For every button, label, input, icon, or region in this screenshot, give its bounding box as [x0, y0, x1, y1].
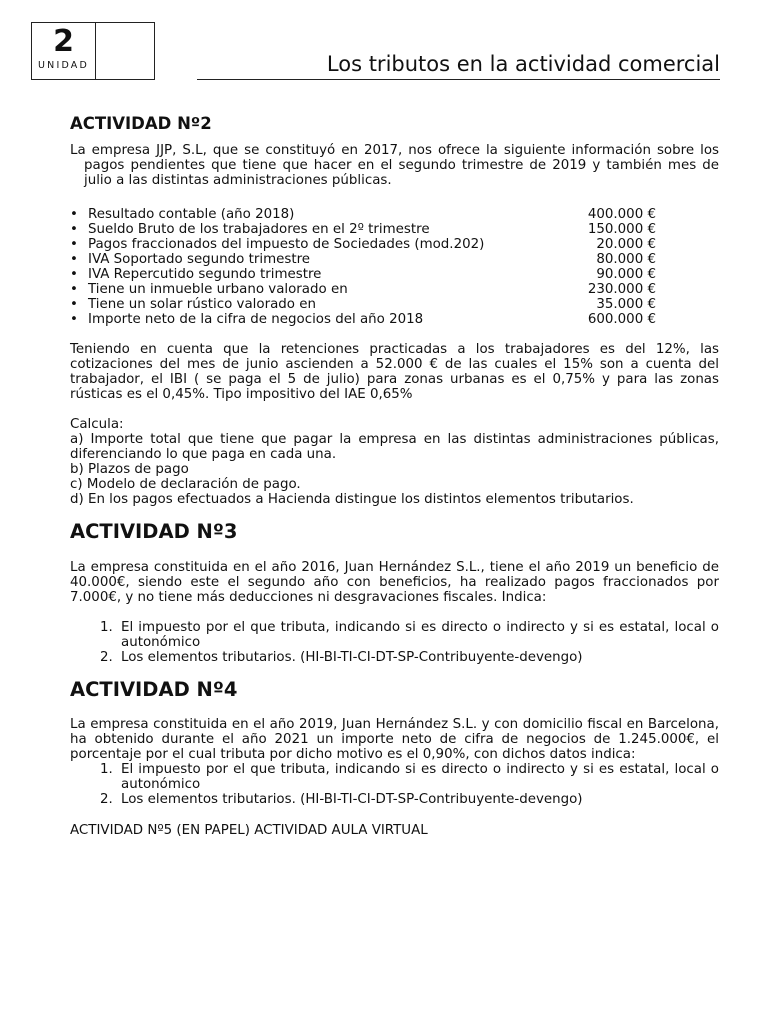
item-text: Los elementos tributarios. (HI-BI-TI-CI-DT-SP-Contribuyente-devengo) [121, 792, 583, 807]
item-number: 2. [100, 650, 113, 665]
list-item [70, 312, 656, 327]
item-text: El impuesto por el que tributa, indicando si es directo o indirecto y si es estatal, local o autonómico [121, 620, 719, 650]
unit-label: UNIDAD [37, 60, 90, 71]
bullet-icon: • [70, 282, 78, 297]
list-item [70, 207, 656, 222]
item-label: Resultado contable (año 2018) [88, 207, 295, 222]
unit-box [31, 22, 155, 80]
unit-number: 2 [53, 24, 74, 59]
activity-4-title: ACTIVIDAD Nº4 [70, 678, 238, 701]
item-text: Los elementos tributarios. (HI-BI-TI-CI-DT-SP-Contribuyente-devengo) [121, 650, 583, 665]
activity-3-title: ACTIVIDAD Nº3 [70, 520, 238, 543]
activity-4-paragraph: La empresa constituida en el año 2019, Juan Hernández S.L. y con domicilio fiscal en Barcelona, ha obtenido durante el año 2021 un importe neto de cifra de negocios de 1.245.000€, el porcentaje por el cual tributa por dicho motivo es el 0,90%, con dichos datos indica: [70, 717, 719, 762]
bullet-icon: • [70, 237, 78, 252]
item-amount: 35.000 € [596, 297, 656, 312]
item-label: IVA Repercutido segundo trimestre [88, 267, 322, 282]
item-amount: 80.000 € [596, 252, 656, 267]
list-item [70, 282, 656, 297]
item-amount: 400.000 € [587, 207, 656, 222]
list-item [70, 650, 719, 665]
unit-number-cell [32, 23, 96, 79]
document-body [70, 113, 719, 838]
list-item [70, 267, 656, 282]
item-number: 1. [100, 762, 113, 777]
activity-4-list [70, 762, 719, 807]
list-item [70, 297, 656, 312]
item-amount: 90.000 € [596, 267, 656, 282]
item-amount: 150.000 € [587, 222, 656, 237]
item-label: Tiene un solar rústico valorado en [88, 297, 316, 312]
item-text: El impuesto por el que tributa, indicando si es directo o indirecto y si es estatal, local o autonómico [121, 762, 719, 792]
activity-2-question-b: b) Plazos de pago [70, 462, 189, 477]
item-label: IVA Soportado segundo trimestre [88, 252, 311, 267]
item-number: 2. [100, 792, 113, 807]
page-header-title: Los tributos en la actividad comercial [197, 50, 720, 80]
list-item [70, 237, 656, 252]
bullet-icon: • [70, 312, 78, 327]
list-item [70, 792, 719, 807]
item-amount: 600.000 € [587, 312, 656, 327]
list-item [70, 252, 656, 267]
activity-2-question-c: c) Modelo de declaración de pago. [70, 477, 301, 492]
item-label: Tiene un inmueble urbano valorado en [88, 282, 348, 297]
activity-3-paragraph: La empresa constituida en el año 2016, Juan Hernández S.L., tiene el año 2019 un beneficio de 40.000€, siendo este el segundo año con beneficios, ha realizado pagos fraccionados por 7.000€, y no tiene más deducciones ni desgravaciones fiscales. Indica: [70, 560, 719, 605]
bullet-icon: • [70, 297, 78, 312]
activity-2-question-a: a) Importe total que tiene que pagar la empresa en las distintas administraciones públicas, diferenciando lo que paga en cada una. [70, 432, 719, 462]
list-item [70, 762, 719, 792]
item-label: Sueldo Bruto de los trabajadores en el 2º trimestre [88, 222, 430, 237]
unit-empty-cell [96, 23, 154, 79]
bullet-icon: • [70, 207, 78, 222]
item-number: 1. [100, 620, 113, 635]
activity-2-title: ACTIVIDAD Nº2 [70, 114, 212, 133]
item-amount: 20.000 € [596, 237, 656, 252]
activity-2-intro: La empresa JJP, S.L, que se constituyó en 2017, nos ofrece la siguiente información sobre los pagos pendientes que tiene que hacer en el segundo trimestre de 2019 y también mes de julio a las distintas administraciones públicas. [70, 143, 719, 188]
activity-2-paragraph: Teniendo en cuenta que la retenciones practicadas a los trabajadores es del 12%, las cotizaciones del mes de junio ascienden a 52.000 € de las cuales el 15% son a cuenta del trabajador, el IBI ( se paga el 5 de julio) para zonas urbanas es el 0,75% y para las zonas rústicas es el 0,45%. Tipo impositivo del IAE 0,65% [70, 342, 719, 402]
activity-2-question-d: d) En los pagos efectuados a Hacienda distingue los distintos elementos tributarios. [70, 492, 634, 507]
activity-2-calcula: Calcula: [70, 417, 124, 432]
activity-3-list [70, 620, 719, 665]
list-item [70, 620, 719, 650]
item-label: Importe neto de la cifra de negocios del año 2018 [88, 312, 424, 327]
bullet-icon: • [70, 222, 78, 237]
item-amount: 230.000 € [587, 282, 656, 297]
bullet-icon: • [70, 252, 78, 267]
list-item [70, 222, 656, 237]
bullet-icon: • [70, 267, 78, 282]
activity-5-line: ACTIVIDAD Nº5 (EN PAPEL) ACTIVIDAD AULA VIRTUAL [70, 823, 428, 838]
activity-2-data-list [70, 207, 656, 327]
item-label: Pagos fraccionados del impuesto de Sociedades (mod.202) [88, 237, 485, 252]
